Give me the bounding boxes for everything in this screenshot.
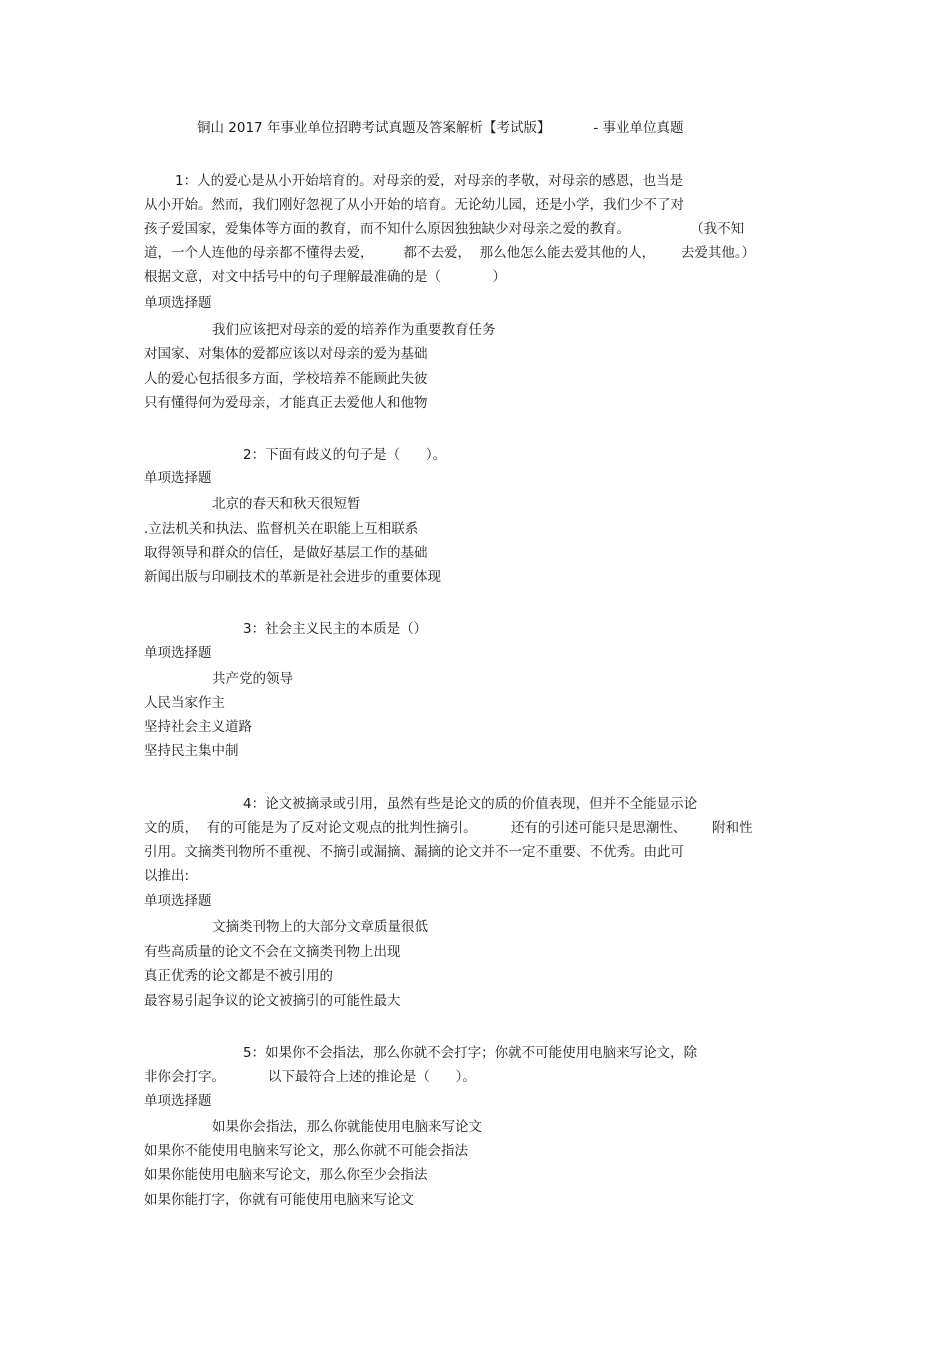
question-2-type: 单项选择题: [144, 470, 212, 486]
question-5-type: 单项选择题: [144, 1093, 212, 1109]
question-1-stem-line: 道，一个人连他的母亲都不懂得去爱， 都不去爱， 那么他怎么能去爱其他的人， 去爱其他。）: [144, 245, 756, 261]
question-3-option-a: 共产党的领导: [212, 671, 293, 687]
question-1-stem-line: 1：人的爱心是从小开始培育的。对母亲的爱，对母亲的孝敬，对母亲的感恩，也当是: [175, 173, 684, 189]
question-1-stem-line: 根据文意，对文中括号中的句子理解最准确的是（ ）: [144, 269, 506, 285]
question-4-stem-line: 以推出:: [144, 868, 190, 884]
question-1-type: 单项选择题: [144, 295, 212, 311]
question-4-option-b: 有些高质量的论文不会在文摘类刊物上出现: [144, 944, 401, 960]
question-2-option-c: 取得领导和群众的信任，是做好基层工作的基础: [144, 545, 428, 561]
question-1-option-d: 只有懂得何为爱母亲，才能真正去爱他人和他物: [144, 395, 428, 411]
question-3-stem-line: 3：社会主义民主的本质是（）: [243, 621, 428, 637]
page-title: 铜山 2017 年事业单位招聘考试真题及答案解析【考试版】 - 事业单位真题: [197, 120, 684, 136]
question-4-stem-line: 文的质， 有的可能是为了反对论文观点的批判性摘引。 还有的引述可能只是思潮性、 附和性: [144, 820, 753, 836]
question-5-stem-line: 非你会打字。 以下最符合上述的推论是（ ）。: [144, 1069, 476, 1085]
question-4-stem-line: 引用。文摘类刊物所不重视、不摘引或漏摘、漏摘的论文并不一定不重要、不优秀。由此可: [144, 844, 684, 860]
question-1-option-c: 人的爱心包括很多方面，学校培养不能顾此失彼: [144, 371, 428, 387]
question-3-type: 单项选择题: [144, 645, 212, 661]
question-3-option-b: 人民当家作主: [144, 695, 225, 711]
question-4-type: 单项选择题: [144, 893, 212, 909]
question-2-option-d: 新闻出版与印刷技术的革新是社会进步的重要体现: [144, 569, 441, 585]
question-4-option-a: 文摘类刊物上的大部分文章质量很低: [212, 919, 428, 935]
question-5-option-c: 如果你能使用电脑来写论文，那么你至少会指法: [144, 1167, 428, 1183]
question-2-option-b: .立法机关和执法、监督机关在职能上互相联系: [144, 521, 419, 537]
question-4-stem-line: 4：论文被摘录或引用，虽然有些是论文的质的价值表现，但并不全能显示论: [243, 796, 698, 812]
question-3-option-d: 坚持民主集中制: [144, 743, 239, 759]
question-5-stem-line: 5：如果你不会指法，那么你就不会打字；你就不可能使用电脑来写论文，除: [243, 1045, 698, 1061]
question-3-option-c: 坚持社会主义道路: [144, 719, 252, 735]
question-1-option-b: 对国家、对集体的爱都应该以对母亲的爱为基础: [144, 346, 428, 362]
question-4-option-d: 最容易引起争议的论文被摘引的可能性最大: [144, 993, 401, 1009]
question-1-stem-line: 从小开始。然而，我们刚好忽视了从小开始的培育。无论幼儿园，还是小学，我们少不了对: [144, 197, 684, 213]
question-2-option-a: 北京的春天和秋天很短暂: [212, 496, 361, 512]
question-2-stem-line: 2：下面有歧义的句子是（ ）。: [243, 447, 447, 463]
question-1-stem-line: 孩子爱国家，爱集体等方面的教育，而不知什么原因独独缺少对母亲之爱的教育。 （我不知: [144, 221, 745, 237]
question-5-option-a: 如果你会指法，那么你就能使用电脑来写论文: [212, 1119, 482, 1135]
question-4-option-c: 真正优秀的论文都是不被引用的: [144, 968, 333, 984]
question-5-option-d: 如果你能打字，你就有可能使用电脑来写论文: [144, 1192, 414, 1208]
question-1-option-a: 我们应该把对母亲的爱的培养作为重要教育任务: [212, 322, 496, 338]
question-5-option-b: 如果你不能使用电脑来写论文，那么你就不可能会指法: [144, 1143, 468, 1159]
